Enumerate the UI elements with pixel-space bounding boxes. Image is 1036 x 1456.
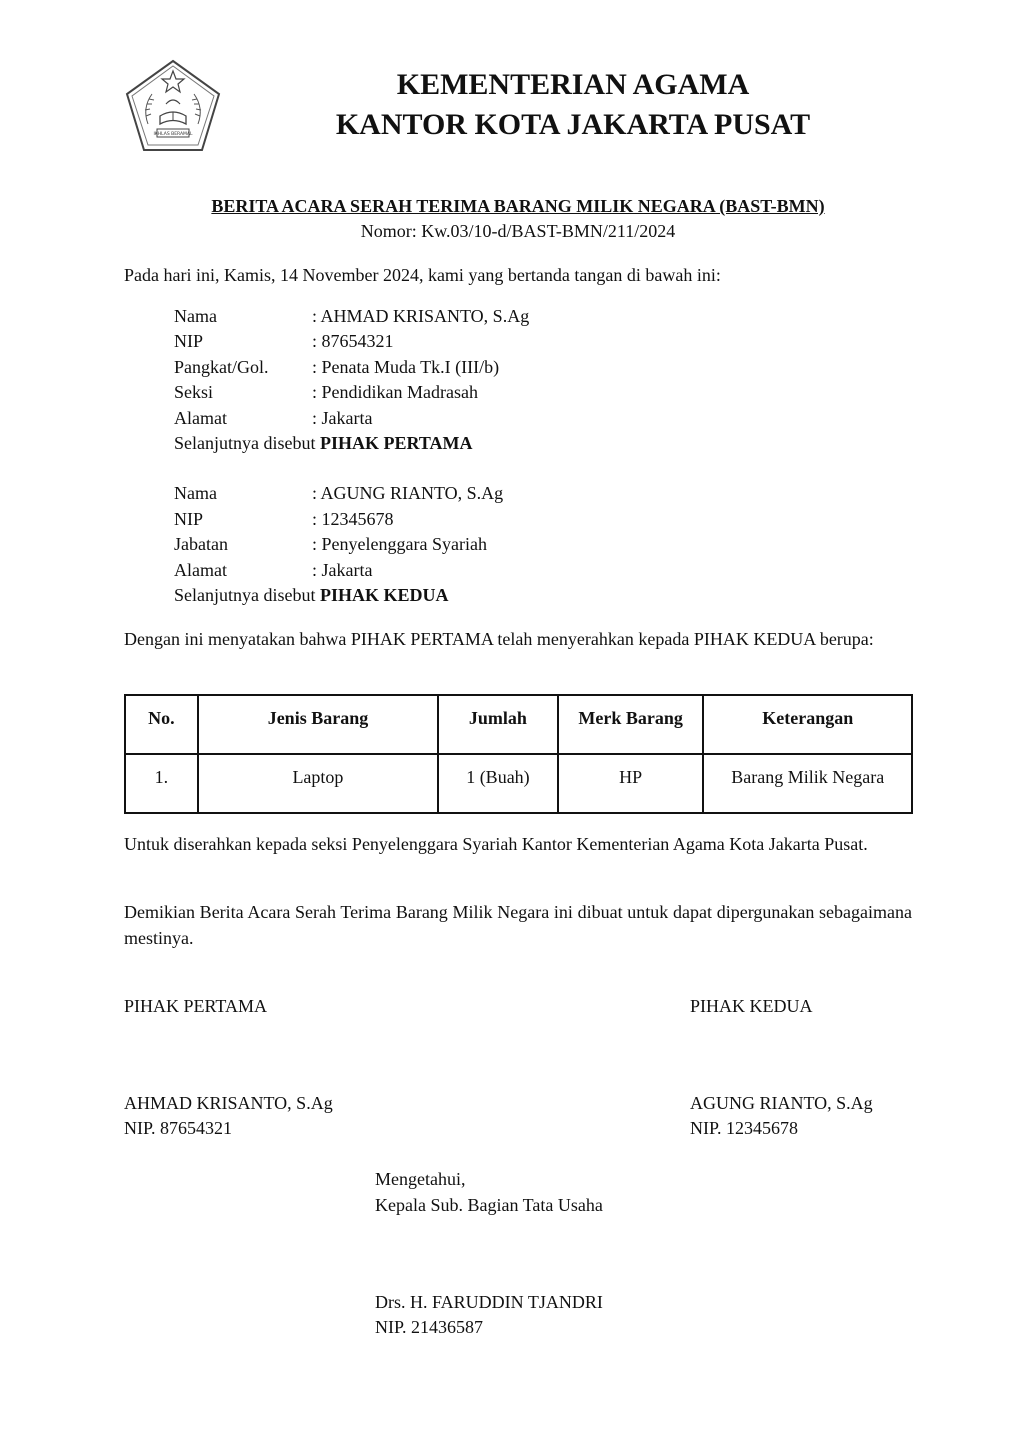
second-party-signature-name: AGUNG RIANTO, S.Ag xyxy=(690,1093,873,1113)
second-party-name-row xyxy=(174,481,503,506)
field-value: : 12345678 xyxy=(312,509,394,529)
field-value: : AGUNG RIANTO, S.Ag xyxy=(312,483,504,503)
field-label: Alamat xyxy=(174,560,227,580)
column-header-brand: Merk Barang xyxy=(558,695,704,754)
field-value: : Penyelenggara Syariah xyxy=(312,534,487,554)
ministry-logo xyxy=(124,58,222,154)
designation-label: PIHAK PERTAMA xyxy=(319,433,473,453)
field-value: : Jakarta xyxy=(312,560,373,580)
designation-label: PIHAK KEDUA xyxy=(319,585,449,605)
field-label: Nama xyxy=(174,483,217,503)
field-label: Seksi xyxy=(174,382,214,402)
first-party-name-row xyxy=(174,304,529,329)
office-name: KANTOR KOTA JAKARTA PUSAT xyxy=(335,108,811,141)
acknowledgement-position: Kepala Sub. Bagian Tata Usaha xyxy=(375,1195,603,1215)
intro-paragraph: Pada hari ini, Kamis, 14 November 2024, kami yang bertanda tangan di bawah ini: xyxy=(124,265,721,285)
first-party-signature-role: PIHAK PERTAMA xyxy=(124,996,267,1016)
emblem-icon xyxy=(124,58,222,154)
field-value: : AHMAD KRISANTO, S.Ag xyxy=(312,306,530,326)
table-cell: 1 (Buah) xyxy=(438,754,558,813)
second-party-position-row xyxy=(174,532,487,557)
column-header-item-type: Jenis Barang xyxy=(198,695,438,754)
table-cell: Laptop xyxy=(198,754,438,813)
first-party-address-row xyxy=(174,406,372,431)
second-party-signature-role: PIHAK KEDUA xyxy=(690,996,813,1016)
statement-paragraph: Dengan ini menyatakan bahwa PIHAK PERTAMA telah menyerahkan kepada PIHAK KEDUA berupa: xyxy=(124,629,874,649)
first-party-signature-nip: NIP. 87654321 xyxy=(124,1118,233,1138)
document-title: BERITA ACARA SERAH TERIMA BARANG MILIK NEGARA (BAST-BMN) xyxy=(211,196,825,216)
first-party-section-row xyxy=(174,380,478,405)
acknowledgement-label: Mengetahui, xyxy=(375,1169,466,1189)
first-party-rank-row xyxy=(174,355,499,380)
first-party-designation: Selanjutnya disebut PIHAK PERTAMA xyxy=(174,433,473,453)
logo-motto: IKHLAS BERAMAL xyxy=(153,132,193,137)
field-value: : 87654321 xyxy=(312,331,394,351)
field-value: : Penata Muda Tk.I (III/b) xyxy=(312,357,500,377)
institution-name: KEMENTERIAN AGAMA xyxy=(396,68,750,101)
table-cell: HP xyxy=(558,754,704,813)
field-label: NIP xyxy=(174,509,204,529)
table-row xyxy=(125,754,912,813)
column-header-no: No. xyxy=(125,695,198,754)
second-party-nip-row xyxy=(174,507,394,532)
field-label: Jabatan xyxy=(174,534,228,554)
field-label: NIP xyxy=(174,331,204,351)
document-number: Nomor: Kw.03/10-d/BAST-BMN/211/2024 xyxy=(360,221,676,241)
handover-paragraph: Untuk diserahkan kepada seksi Penyelenggara Syariah Kantor Kementerian Agama Kota Jakarta Pusat. xyxy=(124,834,868,854)
field-label: Alamat xyxy=(174,408,227,428)
second-party-signature-nip: NIP. 12345678 xyxy=(690,1118,799,1138)
field-value: : Jakarta xyxy=(312,408,373,428)
acknowledger-nip: NIP. 21436587 xyxy=(375,1317,484,1337)
table-cell: Barang Milik Negara xyxy=(703,754,912,813)
first-party-signature-name: AHMAD KRISANTO, S.Ag xyxy=(124,1093,333,1113)
second-party-address-row xyxy=(174,558,372,583)
first-party-nip-row xyxy=(174,329,394,354)
column-header-quantity: Jumlah xyxy=(438,695,558,754)
table-cell: 1. xyxy=(125,754,198,813)
table-header-row xyxy=(125,695,912,754)
items-table xyxy=(124,694,913,814)
column-header-remarks: Keterangan xyxy=(703,695,912,754)
acknowledger-name: Drs. H. FARUDDIN TJANDRI xyxy=(375,1292,603,1312)
closing-paragraph: Demikian Berita Acara Serah Terima Barang Milik Negara ini dibuat untuk dapat dipergunakan sebagaimana mestinya. xyxy=(124,902,912,948)
field-value: : Pendidikan Madrasah xyxy=(312,382,478,402)
field-label: Pangkat/Gol. xyxy=(174,357,269,377)
second-party-designation: Selanjutnya disebut PIHAK KEDUA xyxy=(174,585,449,605)
field-label: Nama xyxy=(174,306,217,326)
